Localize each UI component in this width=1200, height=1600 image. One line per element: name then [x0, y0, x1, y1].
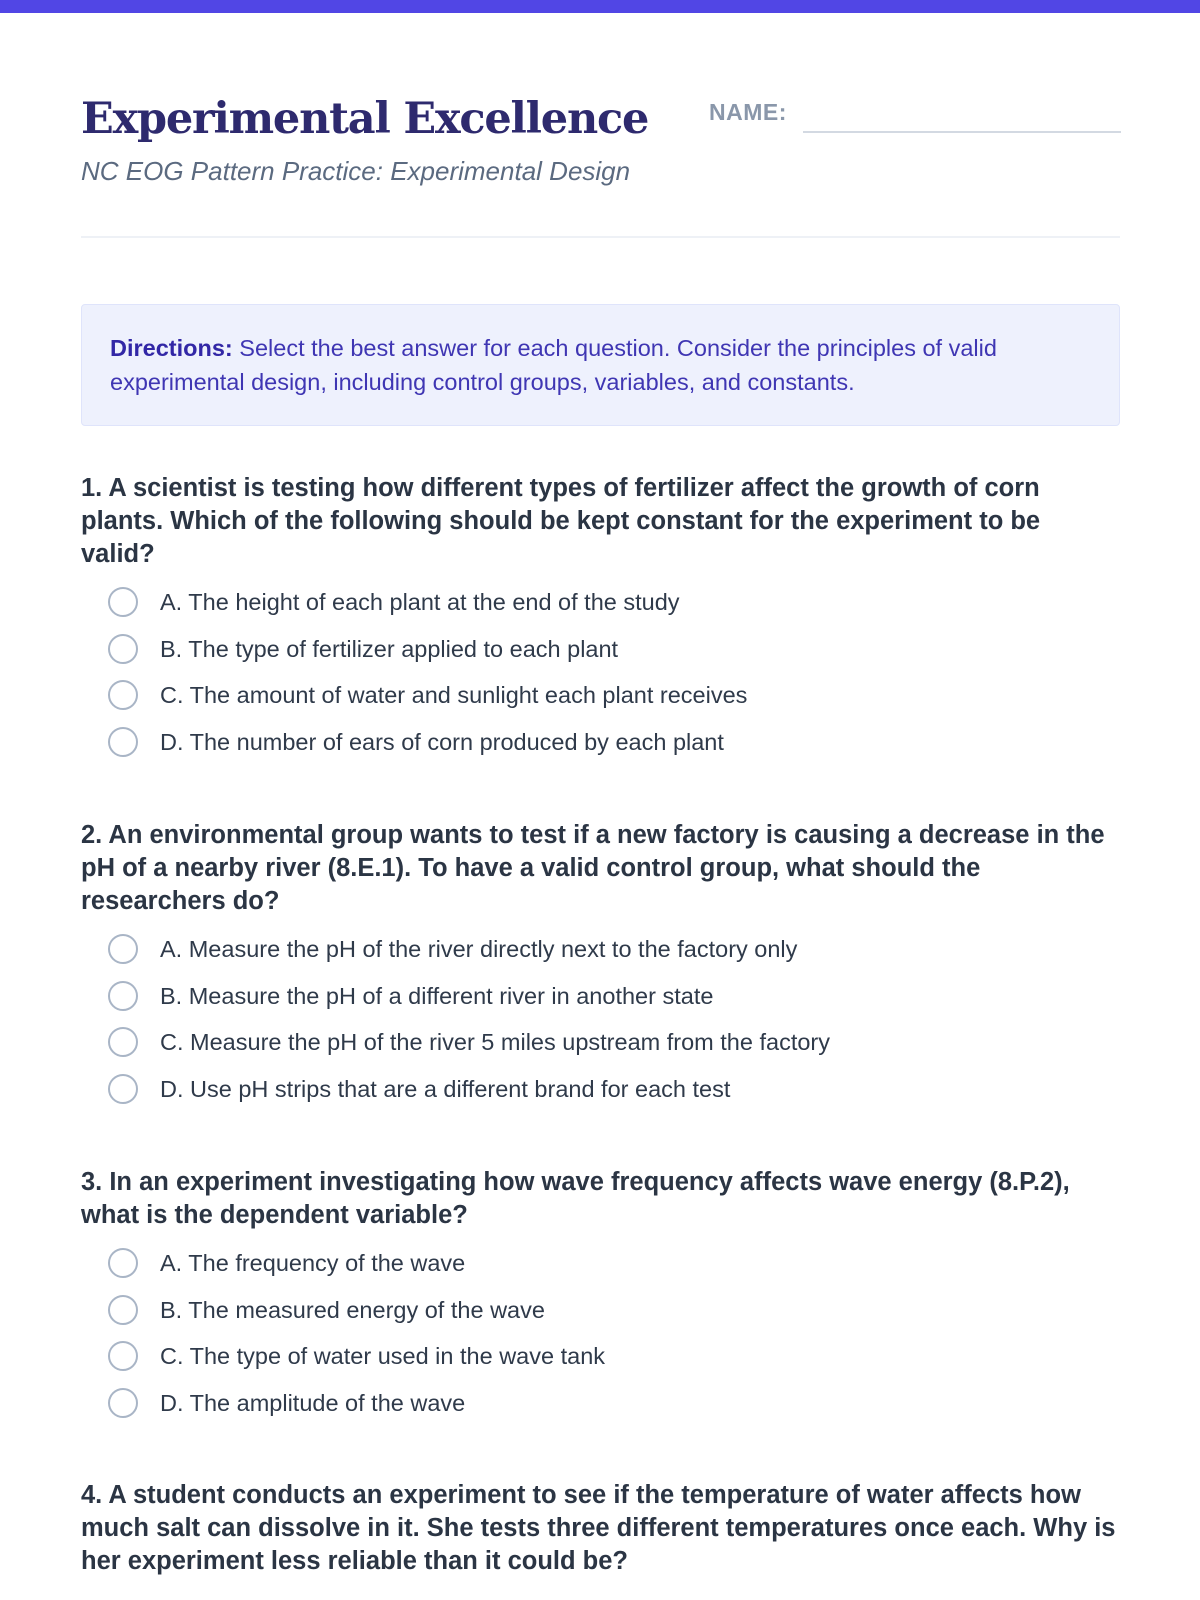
directions-box [81, 304, 1120, 426]
option-label: B. Measure the pH of a different river in another state [160, 982, 714, 1009]
answer-options [81, 1248, 1120, 1435]
option-label: B. The measured energy of the wave [160, 1296, 545, 1323]
name-field-line[interactable] [803, 131, 1121, 133]
radio-button[interactable] [108, 1388, 138, 1418]
name-label: NAME: [709, 99, 787, 125]
answer-option-c[interactable] [81, 1027, 1120, 1074]
option-label: D. The amplitude of the wave [160, 1390, 466, 1417]
worksheet-header [81, 0, 1120, 238]
answer-option-a[interactable] [81, 1248, 1120, 1295]
answer-option-c[interactable] [81, 1341, 1120, 1388]
answer-option-d[interactable] [81, 1388, 1120, 1435]
question-text: 4. A student conducts an experiment to see if the temperature of water affects how much salt can dissolve in it. She tests three different temperatures once each. Why is her experiment less reliable than it could be? [81, 1481, 1116, 1575]
page-title: Experimental Excellence [81, 94, 649, 144]
option-label: D. The number of ears of corn produced by each plant [160, 729, 724, 756]
answer-option-d[interactable] [81, 727, 1120, 774]
directions-text: Select the best answer for each question. Consider the principles of valid experimental design, including control groups, variables, and constants. [110, 335, 997, 395]
option-label: A. The height of each plant at the end of the study [160, 589, 680, 615]
question-4 [81, 1479, 1120, 1578]
option-label: A. The frequency of the wave [160, 1250, 466, 1276]
page-subtitle: NC EOG Pattern Practice: Experimental Design [81, 156, 631, 186]
answer-options [81, 587, 1120, 774]
radio-button[interactable] [108, 634, 138, 664]
worksheet [81, 0, 1120, 1575]
question-text: 1. A scientist is testing how different types of fertilizer affect the growth of corn plants. Which of the following should be kept constant for the experiment to be valid? [81, 474, 1041, 568]
radio-button[interactable] [108, 1027, 138, 1057]
option-label: A. Measure the pH of the river directly next to the factory only [160, 936, 798, 962]
option-label: C. Measure the pH of the river 5 miles upstream from the factory [160, 1029, 831, 1056]
question-2 [81, 819, 1120, 1121]
radio-button[interactable] [108, 1341, 138, 1371]
radio-button[interactable] [108, 1074, 138, 1104]
option-label: B. The type of fertilizer applied to each plant [160, 635, 619, 662]
answer-option-b[interactable] [81, 1295, 1120, 1342]
radio-button[interactable] [108, 680, 138, 710]
radio-button[interactable] [108, 981, 138, 1011]
option-label: D. Use pH strips that are a different brand for each test [160, 1076, 731, 1103]
question-3 [81, 1166, 1120, 1435]
answer-option-c[interactable] [81, 680, 1120, 727]
question-text: 3. In an experiment investigating how wave frequency affects wave energy (8.P.2), what is the dependent variable? [81, 1168, 1070, 1229]
answer-option-b[interactable] [81, 634, 1120, 681]
answer-option-a[interactable] [81, 587, 1120, 634]
option-label: C. The type of water used in the wave tank [160, 1343, 606, 1370]
radio-button[interactable] [108, 587, 138, 617]
answer-option-b[interactable] [81, 981, 1120, 1028]
option-label: C. The amount of water and sunlight each plant receives [160, 682, 748, 709]
radio-button[interactable] [108, 1248, 138, 1278]
radio-button[interactable] [108, 727, 138, 757]
answer-option-d[interactable] [81, 1074, 1120, 1121]
question-1 [81, 472, 1120, 774]
answer-options [81, 934, 1120, 1121]
radio-button[interactable] [108, 1295, 138, 1325]
question-text: 2. An environmental group wants to test if a new factory is causing a decrease in the pH of a nearby river (8.E.1). To have a valid control group, what should the researchers do? [81, 821, 1105, 915]
directions-label: Directions: [110, 335, 233, 361]
answer-option-a[interactable] [81, 934, 1120, 981]
radio-button[interactable] [108, 934, 138, 964]
